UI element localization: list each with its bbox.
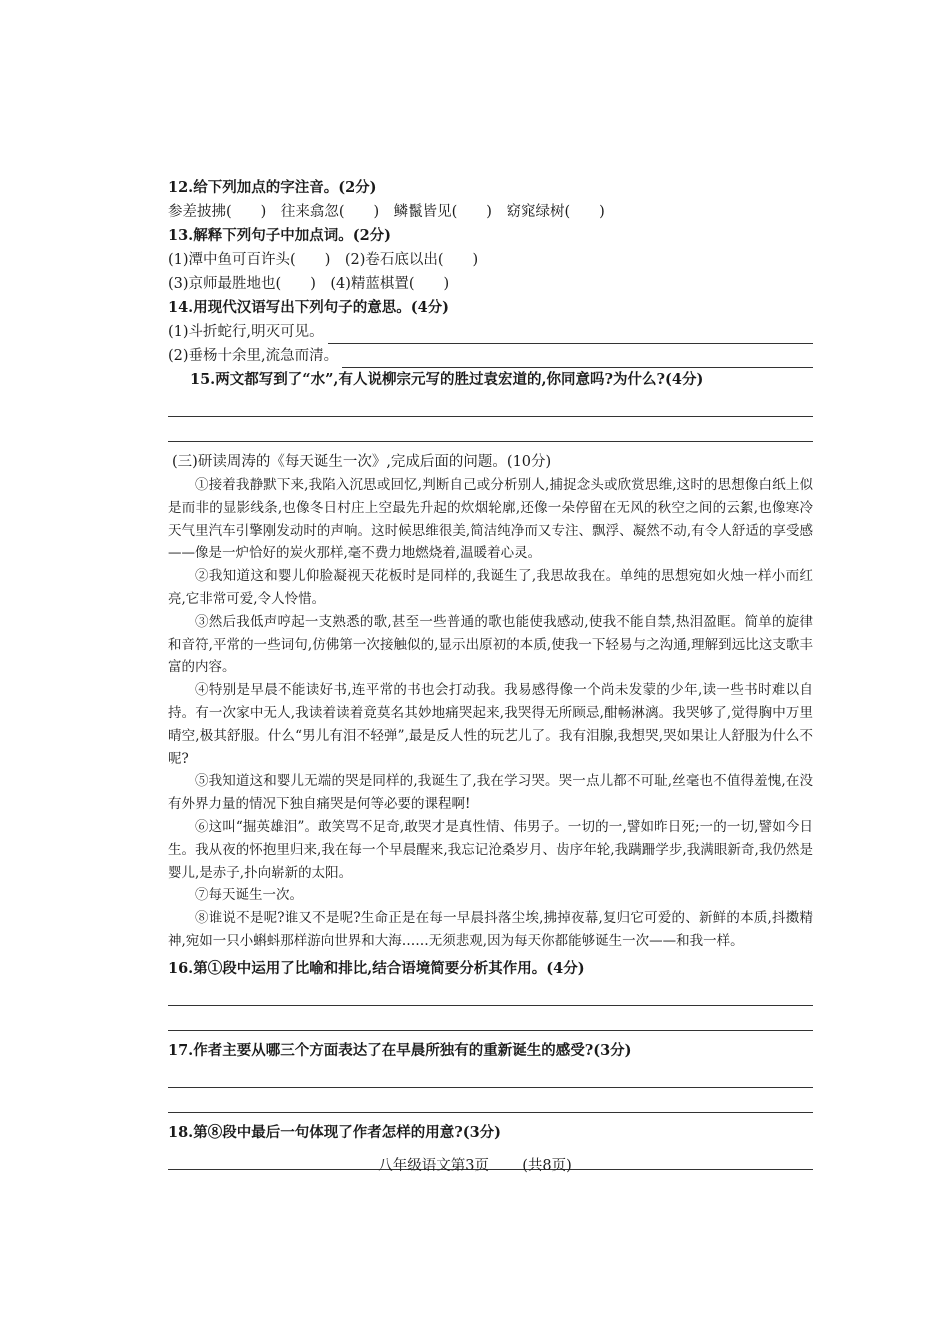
q16-title: 16.第①段中运用了比喻和排比,结合语境简要分析其作用。(4分) [168, 959, 585, 977]
q14-s2-text: (2)垂杨十余里,流急而清。 [168, 348, 339, 364]
q13-title: 13.解释下列句子中加点词。(2分) [168, 227, 392, 244]
q12-title: 12.给下列加点的字注音。(2分) [168, 179, 377, 196]
q14-s1-answer-line[interactable] [328, 327, 813, 344]
q13-line2: (3)京师最胜地也( ) (4)精蓝棋置( ) [168, 276, 450, 292]
q17-answer-line-2[interactable] [168, 1088, 813, 1113]
q14-s1-text: (1)斗折蛇行,明灭可见。 [168, 324, 324, 340]
page-content [168, 176, 813, 1170]
q15-title: 15.两文都写到了“水”,有人说柳宗元写的胜过袁宏道的,你同意吗?为什么?(4分) [190, 371, 704, 388]
section3-title: (三)研读周涛的《每天诞生一次》,完成后面的问题。(10分) [172, 454, 552, 470]
page-footer [0, 1154, 950, 1175]
paragraph-7: ⑦每天诞生一次。 [195, 887, 303, 904]
paragraph-6: ⑥这叫“掘英雄泪”。敢笑骂不足奇,敢哭才是真性情、伟男子。一切的一,譬如昨日死;一的一切,譬如今日生。我从夜的怀抱里归来,我在每一个早晨醒来,我忘记沧桑岁月、齿序年轮,我蹒跚学步,我满眼新奇,我仍然是婴儿,是赤子,扑向崭新的太阳。 [168, 818, 813, 881]
paragraph-8: ⑧谁说不是呢?谁又不是呢?生命正是在每一早晨抖落尘埃,拂掉夜幕,复归它可爱的、新鲜的本质,抖擞精神,宛如一只小蝌蚪那样游向世界和大海……无须悲观,因为每天你都能够诞生一次——和我一样。 [168, 910, 813, 949]
q14-s2-answer-line[interactable] [342, 351, 813, 368]
q16-answer-line-2[interactable] [168, 1006, 813, 1031]
q17-answer-line-1[interactable] [168, 1063, 813, 1088]
q17-title: 17.作者主要从哪三个方面表达了在早晨所独有的重新诞生的感受?(3分) [168, 1041, 632, 1059]
footer-page-number: 八年级语文第3页 [378, 1158, 489, 1174]
q16-answer-line-1[interactable] [168, 981, 813, 1006]
q18-title: 18.第⑧段中最后一句体现了作者怎样的用意?(3分) [168, 1123, 502, 1141]
paragraph-1: ①接着我静默下来,我陷入沉思或回忆,判断自己或分析别人,捕捉念头或欣赏思维,这时的思想像白纸上似是而非的显影线条,也像冬日村庄上空最先升起的炊烟轮廓,还像一朵停留在无风的秋空之间的云絮,也像寒冷天气里汽车引擎刚发动时的声响。这时候思维很美,简洁纯净而又专注、飘浮、凝然不动,有令人舒适的享受感——像是一炉恰好的炭火那样,毫不费力地燃烧着,温暖着心灵。 [168, 477, 813, 562]
paragraph-4: ④特别是早晨不能读好书,连平常的书也会打动我。我易感得像一个尚未发蒙的少年,读一些书时难以自持。有一次家中无人,我读着读着竟莫名其妙地痛哭起来,我哭得无所顾忌,酣畅淋漓。我哭够了,觉得胸中万里晴空,极其舒服。什么“男儿有泪不轻弹”,最是反人性的玩艺儿了。我有泪腺,我想哭,哭如果让人舒服为什么不呢? [168, 682, 813, 767]
q14-sentence-2 [168, 344, 813, 368]
paragraph-2: ②我知道这和婴儿仰脸凝视天花板时是同样的,我诞生了,我思故我在。单纯的思想宛如火烛一样小而红亮,它非常可爱,令人怜惜。 [168, 568, 813, 607]
footer-total-pages: (共8页) [522, 1158, 572, 1174]
q15-answer-line-2[interactable] [168, 417, 813, 442]
paragraph-5: ⑤我知道这和婴儿无端的哭是同样的,我诞生了,我在学习哭。哭一点儿都不可耻,丝毫也不值得羞愧,在没有外界力量的情况下独自痛哭是何等必要的课程啊! [168, 773, 813, 813]
q14-sentence-1 [168, 320, 813, 344]
q13-line1: (1)潭中鱼可百许头( ) (2)卷石底以出( ) [168, 252, 479, 268]
q15-answer-line-1[interactable] [168, 392, 813, 417]
q14-title: 14.用现代汉语写出下列句子的意思。(4分) [168, 299, 450, 316]
paragraph-3: ③然后我低声哼起一支熟悉的歌,甚至一些普通的歌也能使我感动,使我不能自禁,热泪盈眶。简单的旋律和音符,平常的一些词句,仿佛第一次接触似的,显示出原初的本质,使我一下轻易与之沟通,理解到远比这支歌丰富的内容。 [168, 613, 813, 676]
q12-items: 参差披拂( ) 往来翕忽( ) 鳞鬣皆见( ) 窈窕绿树( ) [168, 204, 605, 220]
